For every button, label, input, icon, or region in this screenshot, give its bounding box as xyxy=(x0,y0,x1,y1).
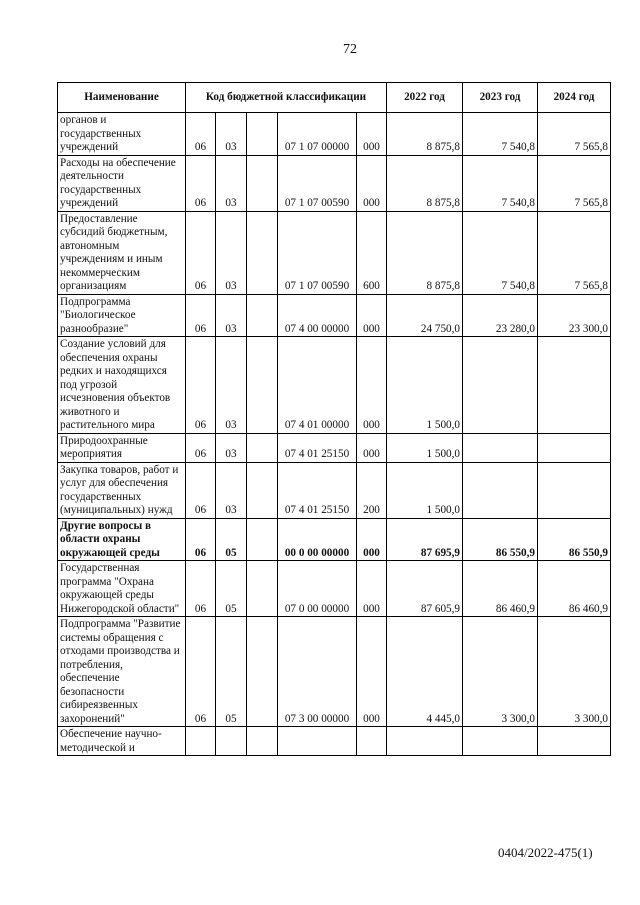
row-value-2022: 8 875,8 xyxy=(387,211,463,294)
row-section-code: 06 xyxy=(186,518,216,561)
row-value-2022: 87 605,9 xyxy=(387,561,463,617)
row-target-code: 00 0 00 00000 xyxy=(278,518,357,561)
row-value-2024 xyxy=(538,337,611,434)
row-empty-cell xyxy=(247,518,278,561)
row-empty-cell xyxy=(247,561,278,617)
row-name: Расходы на обеспечение деятельности государственных учреждений xyxy=(58,155,186,211)
row-subsection-code: 03 xyxy=(216,294,247,337)
row-section-code: 06 xyxy=(186,337,216,434)
row-subsection-code: 03 xyxy=(216,433,247,462)
row-value-2024: 7 565,8 xyxy=(538,211,611,294)
row-value-2023: 7 540,8 xyxy=(463,211,538,294)
table-row xyxy=(58,155,611,211)
row-expense-type: 000 xyxy=(357,518,387,561)
row-value-2024 xyxy=(538,433,611,462)
row-name: Другие вопросы в области охраны окружающей среды xyxy=(58,518,186,561)
row-target-code: 07 4 01 25150 xyxy=(278,433,357,462)
row-value-2024 xyxy=(538,727,611,756)
row-expense-type: 000 xyxy=(357,433,387,462)
page-number: 72 xyxy=(343,42,357,57)
row-expense-type: 000 xyxy=(357,561,387,617)
row-name: Закупка товаров, работ и услуг для обеспечения государственных (муниципальных) нужд xyxy=(58,462,186,518)
row-value-2023: 7 540,8 xyxy=(463,113,538,156)
row-name: Обеспечение научно-методической и xyxy=(58,727,186,756)
row-subsection-code: 05 xyxy=(216,617,247,727)
table-row xyxy=(58,433,611,462)
row-target-code: 07 3 00 00000 xyxy=(278,617,357,727)
row-expense-type: 600 xyxy=(357,211,387,294)
table-row xyxy=(58,113,611,156)
row-section-code: 06 xyxy=(186,617,216,727)
row-empty-cell xyxy=(247,337,278,434)
row-section-code: 06 xyxy=(186,113,216,156)
header-name: Наименование xyxy=(58,83,186,113)
row-section-code: 06 xyxy=(186,294,216,337)
row-subsection-code: 05 xyxy=(216,561,247,617)
row-name: Подпрограмма "Биологическое разнообразие" xyxy=(58,294,186,337)
row-empty-cell xyxy=(247,617,278,727)
document-number: 0404/2022-475(1) xyxy=(498,845,593,860)
row-subsection-code: 03 xyxy=(216,211,247,294)
row-expense-type xyxy=(357,727,387,756)
row-expense-type: 000 xyxy=(357,155,387,211)
row-name: Государственная программа "Охрана окружающей среды Нижегородской области" xyxy=(58,561,186,617)
row-value-2022: 87 695,9 xyxy=(387,518,463,561)
row-value-2024 xyxy=(538,462,611,518)
header-year-2024: 2024 год xyxy=(538,83,611,113)
row-value-2023: 23 280,0 xyxy=(463,294,538,337)
row-value-2022: 8 875,8 xyxy=(387,113,463,156)
row-value-2023 xyxy=(463,462,538,518)
row-expense-type: 200 xyxy=(357,462,387,518)
row-value-2023 xyxy=(463,727,538,756)
row-value-2024: 3 300,0 xyxy=(538,617,611,727)
row-expense-type: 000 xyxy=(357,113,387,156)
row-subsection-code: 03 xyxy=(216,113,247,156)
row-target-code: 07 0 00 00000 xyxy=(278,561,357,617)
row-value-2023: 86 550,9 xyxy=(463,518,538,561)
row-value-2024: 23 300,0 xyxy=(538,294,611,337)
row-empty-cell xyxy=(247,433,278,462)
row-empty-cell xyxy=(247,211,278,294)
table-row xyxy=(58,617,611,727)
row-empty-cell xyxy=(247,113,278,156)
row-value-2022: 4 445,0 xyxy=(387,617,463,727)
row-value-2022: 1 500,0 xyxy=(387,337,463,434)
row-subsection-code: 05 xyxy=(216,518,247,561)
row-value-2024: 7 565,8 xyxy=(538,113,611,156)
row-value-2022: 1 500,0 xyxy=(387,462,463,518)
table-row xyxy=(58,294,611,337)
row-expense-type: 000 xyxy=(357,337,387,434)
row-empty-cell xyxy=(247,294,278,337)
row-target-code: 07 1 07 00000 xyxy=(278,113,357,156)
row-target-code: 07 4 01 25150 xyxy=(278,462,357,518)
row-value-2023: 3 300,0 xyxy=(463,617,538,727)
row-expense-type: 000 xyxy=(357,294,387,337)
row-subsection-code xyxy=(216,727,247,756)
row-subsection-code: 03 xyxy=(216,337,247,434)
budget-table xyxy=(57,82,611,756)
row-section-code: 06 xyxy=(186,433,216,462)
table-header xyxy=(58,83,611,113)
row-subsection-code: 03 xyxy=(216,155,247,211)
row-value-2022 xyxy=(387,727,463,756)
table-row xyxy=(58,518,611,561)
row-name: Предоставление субсидий бюджетным, автономным учреждениям и иным некоммерческим организациям xyxy=(58,211,186,294)
row-empty-cell xyxy=(247,727,278,756)
row-section-code: 06 xyxy=(186,462,216,518)
row-target-code: 07 1 07 00590 xyxy=(278,211,357,294)
row-expense-type: 000 xyxy=(357,617,387,727)
table-row xyxy=(58,211,611,294)
header-year-2022: 2022 год xyxy=(387,83,463,113)
row-target-code: 07 4 01 00000 xyxy=(278,337,357,434)
row-value-2023 xyxy=(463,433,538,462)
row-section-code xyxy=(186,727,216,756)
row-name: Подпрограмма "Развитие системы обращения с отходами производства и потребления, обеспечение безопасности сибиреязвенных захоронений" xyxy=(58,617,186,727)
row-name: Природоохранные мероприятия xyxy=(58,433,186,462)
row-target-code: 07 4 00 00000 xyxy=(278,294,357,337)
row-value-2022: 1 500,0 xyxy=(387,433,463,462)
row-target-code xyxy=(278,727,357,756)
row-name: органов и государственных учреждений xyxy=(58,113,186,156)
row-section-code: 06 xyxy=(186,211,216,294)
row-value-2024: 86 550,9 xyxy=(538,518,611,561)
row-target-code: 07 1 07 00590 xyxy=(278,155,357,211)
row-section-code: 06 xyxy=(186,155,216,211)
row-value-2022: 24 750,0 xyxy=(387,294,463,337)
row-subsection-code: 03 xyxy=(216,462,247,518)
row-value-2022: 8 875,8 xyxy=(387,155,463,211)
table-row xyxy=(58,561,611,617)
row-section-code: 06 xyxy=(186,561,216,617)
row-empty-cell xyxy=(247,462,278,518)
row-value-2023 xyxy=(463,337,538,434)
table-row xyxy=(58,462,611,518)
row-name: Создание условий для обеспечения охраны редких и находящихся под угрозой исчезновения объектов животного и растительного мира xyxy=(58,337,186,434)
header-year-2023: 2023 год xyxy=(463,83,538,113)
row-empty-cell xyxy=(247,155,278,211)
table-row xyxy=(58,727,611,756)
row-value-2023: 7 540,8 xyxy=(463,155,538,211)
row-value-2024: 7 565,8 xyxy=(538,155,611,211)
table-row xyxy=(58,337,611,434)
row-value-2024: 86 460,9 xyxy=(538,561,611,617)
header-code: Код бюджетной классификации xyxy=(186,83,387,113)
row-value-2023: 86 460,9 xyxy=(463,561,538,617)
